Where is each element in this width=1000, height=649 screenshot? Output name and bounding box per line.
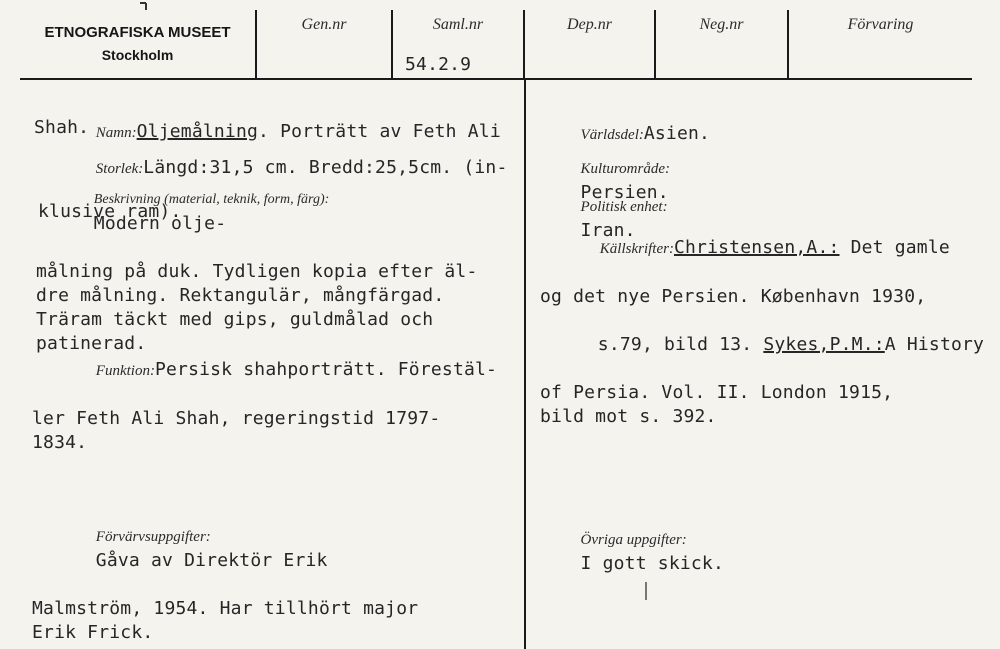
kall-line3: [540, 309, 984, 381]
varldsdel-label: Världsdel:: [580, 127, 644, 143]
funktion-field: [32, 334, 498, 455]
forvaring-heading: Förvaring: [847, 16, 914, 33]
namn-value-underlined: Oljemålning: [136, 121, 259, 142]
beskrivning-label: Beskrivning (material, teknik, form, färg):: [93, 192, 330, 207]
neg-nr-heading: Neg.nr: [699, 16, 744, 33]
kall-line5: bild mot s. 392.: [540, 406, 717, 427]
beskrivning-line3: dre målning. Rektangulär, mångfärgad.: [36, 285, 445, 306]
kall-ref1-author: Christensen,A.:: [673, 237, 840, 258]
forvarv-field: [32, 500, 419, 645]
kulturomrade-label: Kulturområde:: [580, 161, 670, 177]
beskrivning-line4: Träram täckt med gips, guldmålad och: [36, 309, 434, 330]
saml-nr-heading: Saml.nr: [432, 16, 484, 33]
beskrivning-field: [36, 162, 477, 356]
kulturomrade-value: Persien.: [580, 182, 669, 203]
kallskrifter-field: [542, 212, 984, 429]
funktion-line3: 1834.: [32, 432, 88, 453]
kall-line2: og det nye Persien. København 1930,: [540, 286, 927, 307]
ovriga-value: I gott skick.: [580, 553, 725, 574]
storlek-label: Storlek:: [95, 161, 144, 177]
kallskrifter-label: Källskrifter:: [599, 241, 674, 257]
funktion-line2: ler Feth Ali Shah, regeringstid 1797-: [32, 408, 441, 429]
ovriga-field: [542, 503, 724, 600]
museum-heading: [20, 22, 255, 66]
kall-line3-post: A History: [884, 334, 985, 355]
namn-label: Namn:: [95, 125, 137, 141]
funktion-label: Funktion:: [95, 363, 155, 379]
museum-name: ETNOGRAFISKA MUSEET: [44, 24, 231, 41]
kall-line3-pre: s.79, bild 13.: [597, 334, 764, 355]
kall-ref1-title: Det gamle: [839, 237, 950, 258]
museum-city: Stockholm: [101, 47, 174, 63]
center-divider: [524, 80, 526, 649]
funktion-value: Persisk shahporträtt. Förestäl-: [154, 359, 498, 380]
namn-value: . Porträtt av Feth Ali: [258, 121, 501, 142]
varldsdel-value: Asien.: [643, 123, 711, 144]
kall-ref2-author: Sykes,P.M.:: [763, 334, 885, 355]
ovriga-label: Övriga uppgifter:: [580, 532, 687, 548]
forvarv-line2: Malmström, 1954. Har tillhört major: [32, 598, 419, 619]
beskrivning-line5: patinerad.: [36, 333, 147, 354]
storlek-value-line2: klusive ram).: [38, 201, 182, 222]
corner-mark-stem: [145, 3, 147, 10]
forvarv-value: Gåva av Direktör Erik: [95, 550, 328, 571]
gen-nr-heading: Gen.nr: [301, 16, 347, 33]
forvarv-line3: Erik Frick.: [32, 622, 154, 643]
namn-value-line2: Shah.: [34, 117, 90, 138]
beskrivning-line2: målning på duk. Tydligen kopia efter äl-: [36, 261, 478, 282]
politisk-value: Iran.: [580, 220, 636, 241]
beskrivning-value: Modern olje-: [93, 213, 227, 234]
forvarv-label: Förvärvsuppgifter:: [95, 529, 211, 545]
stray-mark: [645, 582, 647, 600]
saml-nr-value: 54.2.9: [405, 54, 472, 75]
kall-line4: of Persia. Vol. II. London 1915,: [540, 382, 894, 403]
dep-nr-heading: Dep.nr: [567, 16, 612, 33]
header-rule: [20, 78, 972, 80]
politisk-label: Politisk enhet:: [580, 199, 668, 215]
storlek-value: Längd:31,5 cm. Bredd:25,5cm. (in-: [143, 157, 508, 178]
